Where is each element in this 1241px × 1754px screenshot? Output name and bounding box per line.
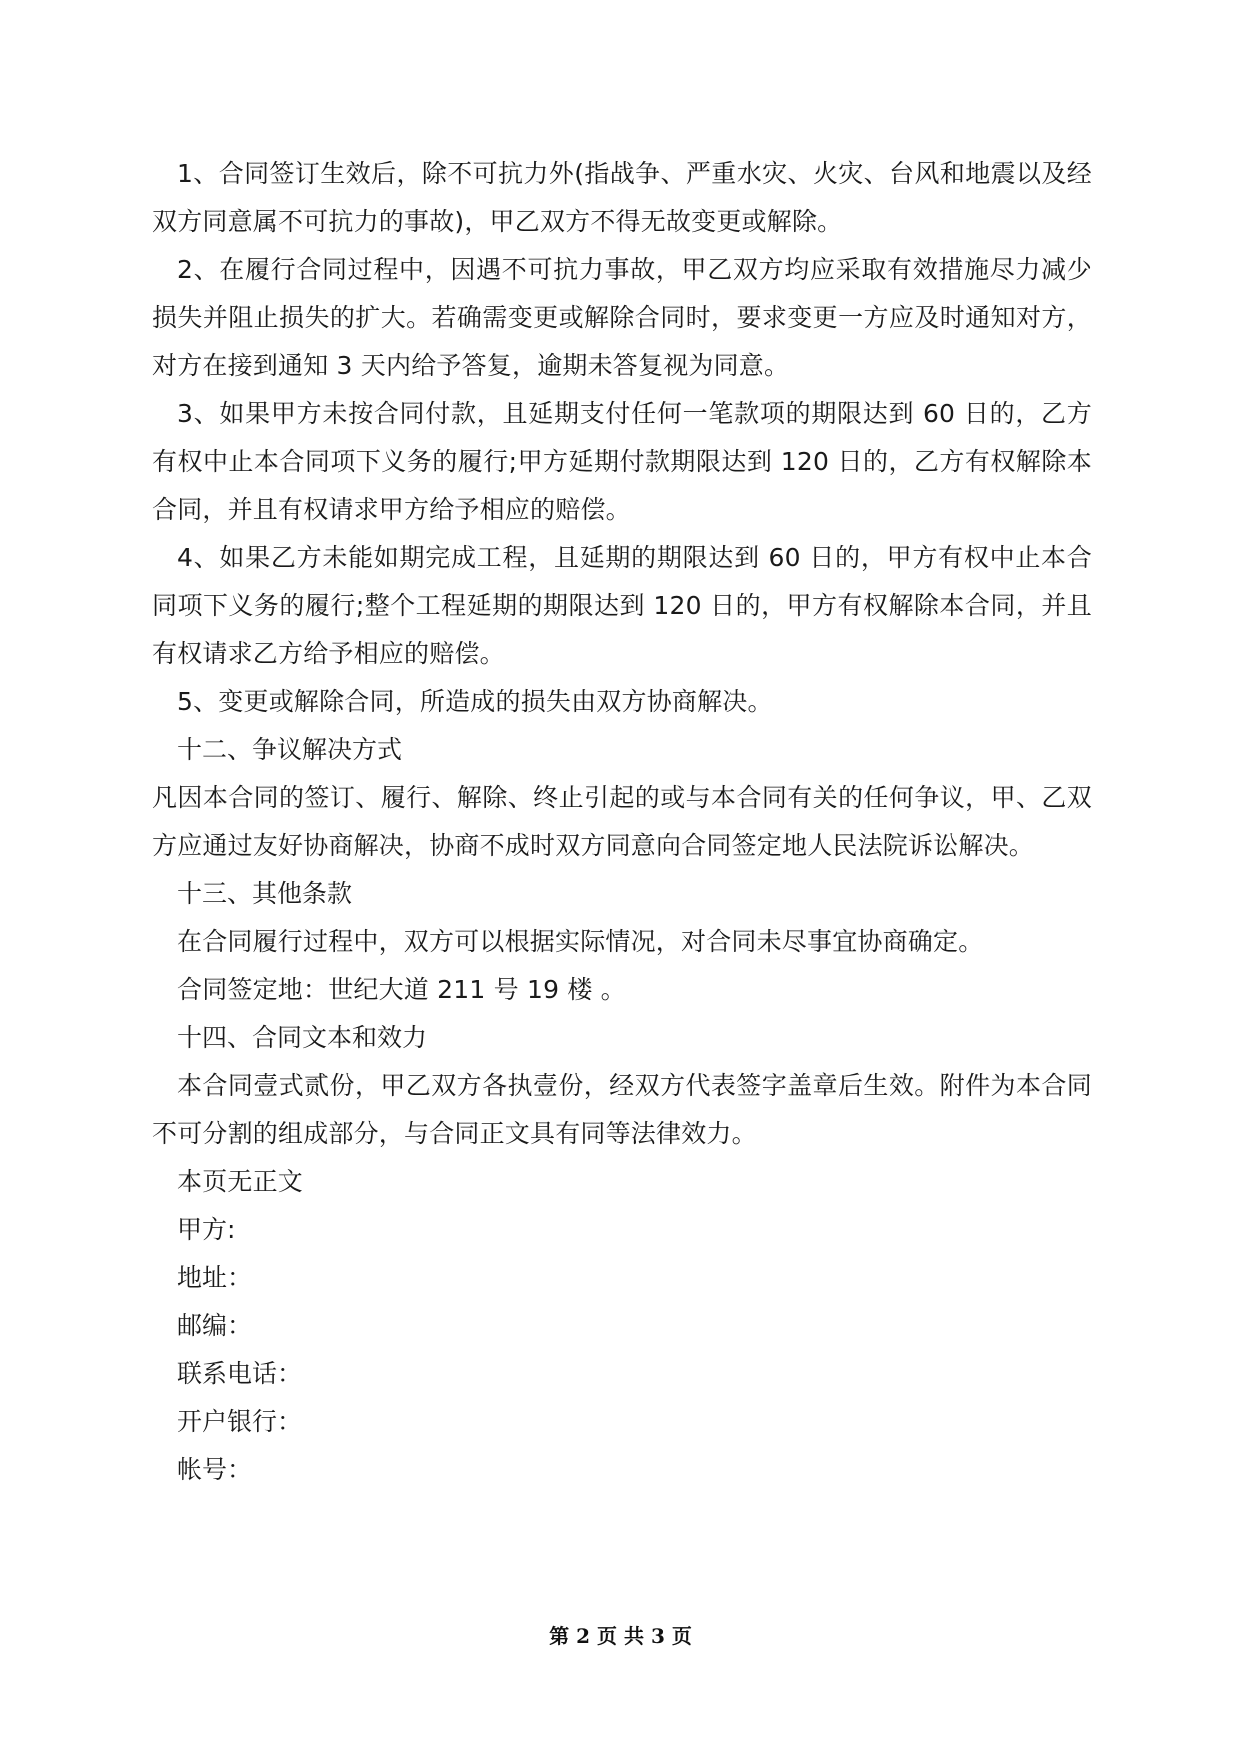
- address-field: 地址：: [177, 1263, 253, 1292]
- clause-4: 4、如果乙方未能如期完成工程，且延期的期限达到 60 日的，甲方有权中止本合同项下义务的履行;整个工程延期的期限达到 120 日的，甲方有权解除本合同，并且有权请求乙方给予相应的赔偿。: [152, 543, 1092, 668]
- clause-3: 3、如果甲方未按合同付款，且延期支付任何一笔款项的期限达到 60 日的，乙方有权中止本合同项下义务的履行;甲方延期付款期限达到 120 日的，乙方有权解除本合同，并且有权请求甲方给予相应的赔偿。: [152, 399, 1092, 524]
- section-12-title: 十二、争议解决方式: [177, 735, 403, 764]
- clause-2: 2、在履行合同过程中，因遇不可抗力事故，甲乙双方均应采取有效措施尽力减少损失并阻止损失的扩大。若确需变更或解除合同时，要求变更一方应及时通知对方，对方在接到通知 3 天内给予答复，逾期未答复视为同意。: [152, 255, 1092, 380]
- phone-field: 联系电话：: [177, 1359, 303, 1388]
- bank-field: 开户银行：: [177, 1407, 303, 1436]
- signing-place: 合同签定地：世纪大道 211 号 19 楼 。: [177, 975, 626, 1004]
- account-field: 帐号：: [177, 1455, 253, 1484]
- document-body: [152, 150, 1092, 1494]
- section-13-title: 十三、其他条款: [177, 879, 353, 908]
- party-a-field: 甲方:: [177, 1215, 236, 1244]
- page-number-footer: 第 2 页 共 3 页: [549, 1624, 692, 1648]
- section-13-text: 在合同履行过程中，双方可以根据实际情况，对合同未尽事宜协商确定。: [177, 927, 984, 956]
- section-12-text: 凡因本合同的签订、履行、解除、终止引起的或与本合同有关的任何争议，甲、乙双方应通过友好协商解决，协商不成时双方同意向合同签定地人民法院诉讼解决。: [152, 783, 1092, 860]
- section-14-text: 本合同壹式贰份，甲乙双方各执壹份，经双方代表签字盖章后生效。附件为本合同不可分割的组成部分，与合同正文具有同等法律效力。: [152, 1071, 1092, 1148]
- no-text-note: 本页无正文: [177, 1167, 304, 1196]
- clause-1: 1、合同签订生效后，除不可抗力外(指战争、严重水灾、火灾、台风和地震以及经双方同意属不可抗力的事故)，甲乙双方不得无故变更或解除。: [152, 159, 1092, 236]
- postcode-field: 邮编：: [177, 1311, 253, 1340]
- section-14-title: 十四、合同文本和效力: [177, 1023, 428, 1052]
- clause-5: 5、变更或解除合同，所造成的损失由双方协商解决。: [177, 687, 773, 716]
